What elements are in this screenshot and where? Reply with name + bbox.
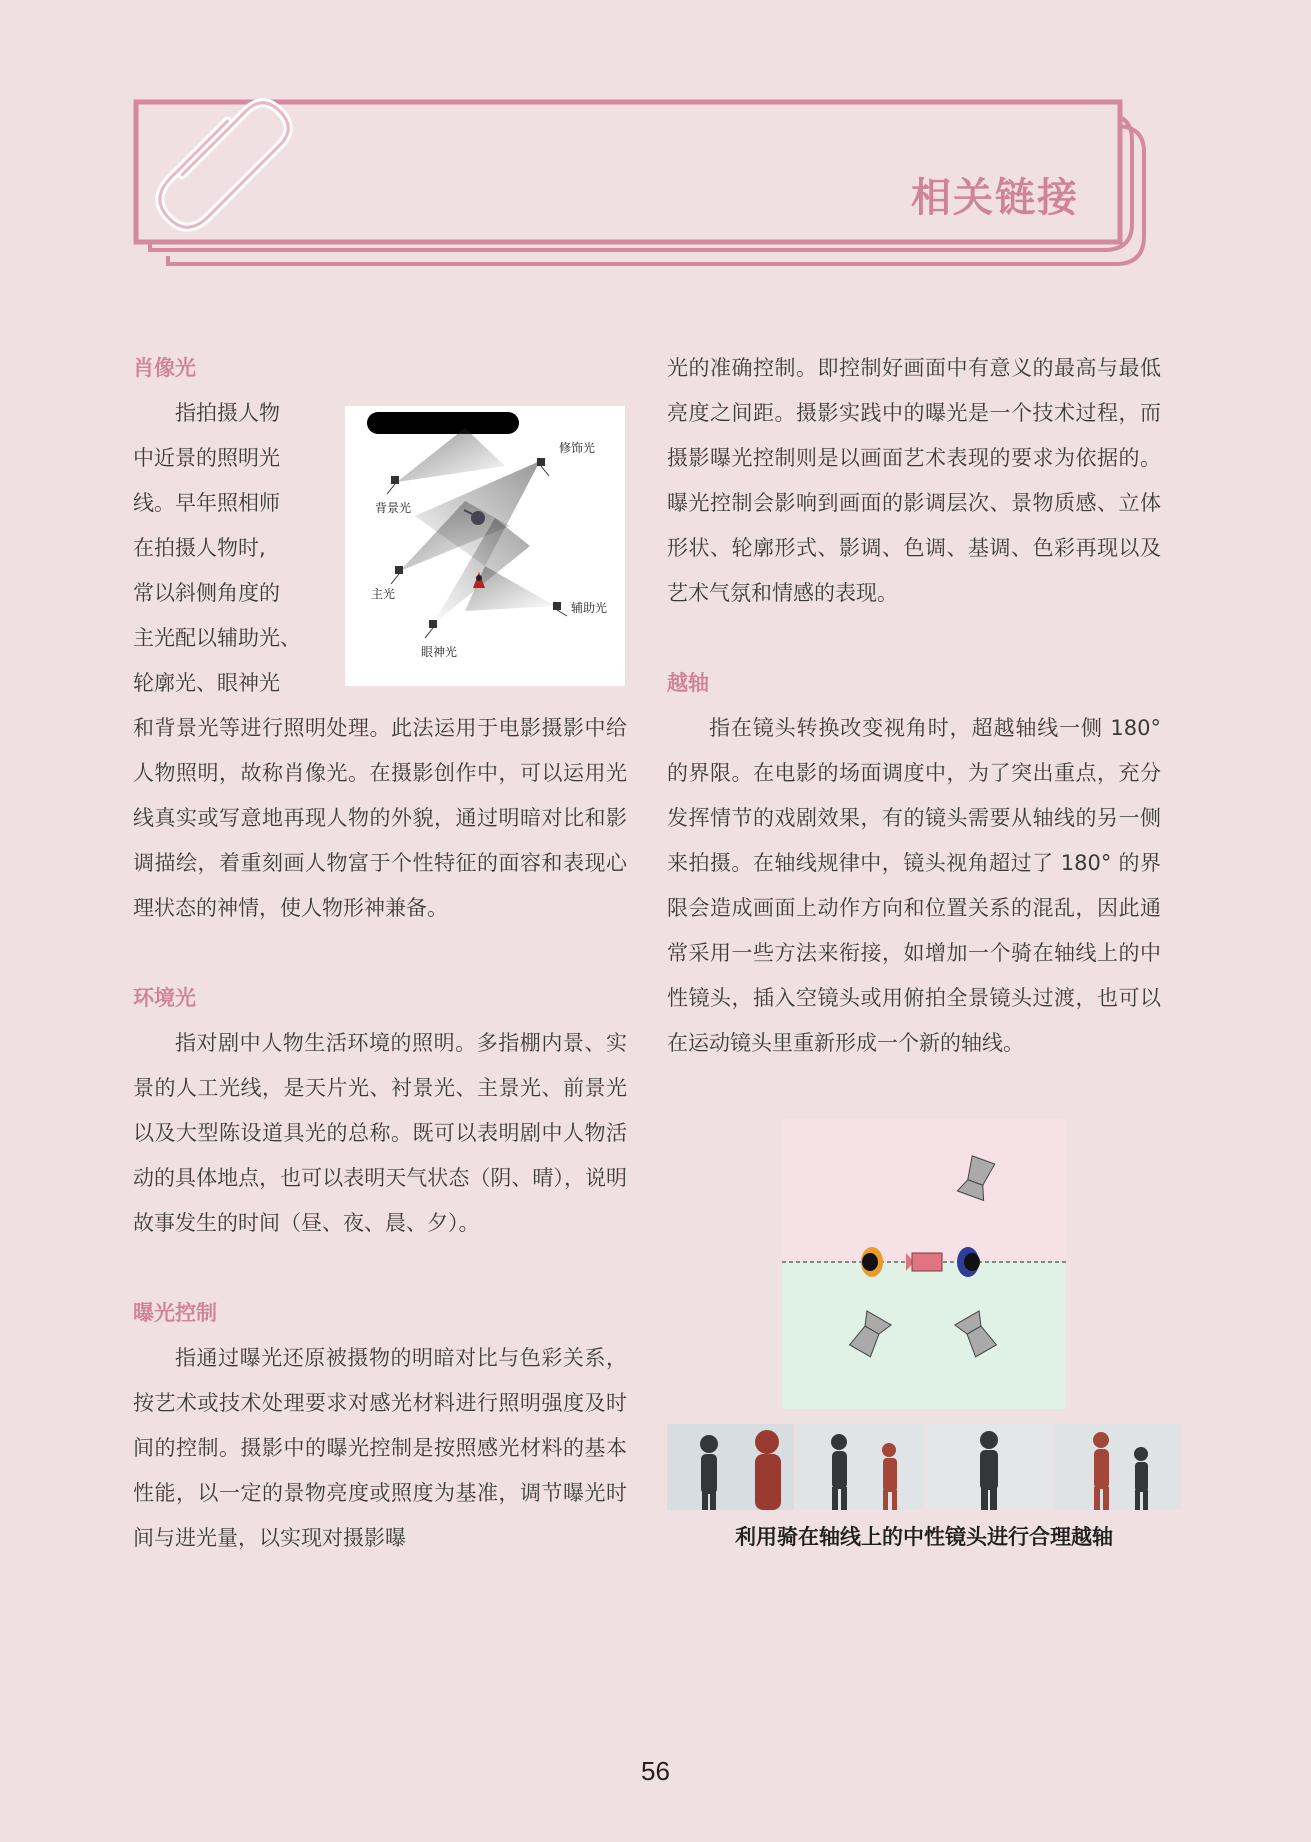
portrait-light-body: 和背景光等进行照明处理。此法运用于电影摄影中给人物照明，故称肖像光。在摄影创作中，可以运用光线真实或写意地再现人物的外貌，通过明暗对比和影调描绘，着重刻画人物富于个性特征的面容和表现心理状态的神情，使人物形神兼备。 — [133, 716, 627, 920]
exposure-control-continued: 光的准确控制。即控制好画面中有意义的最高与最低亮度之间距。摄影实践中的曝光是一个技术过程，而摄影曝光控制则是以画面艺术表现的要求为依据的。曝光控制会影响到画面的影调层次、景物质感、立体形状、轮廓形式、影调、色调、基调、色彩再现以及艺术气氛和情感的表现。 — [667, 356, 1161, 605]
photo-frame-3 — [925, 1424, 1052, 1510]
lamp-key — [391, 566, 403, 584]
actor-left-icon — [861, 1247, 883, 1277]
lamp-back — [387, 476, 399, 494]
redaction-bar — [367, 412, 519, 434]
lighting-diagram — [345, 406, 625, 686]
section-title-portrait-light: 肖像光 — [133, 356, 196, 380]
wrapped-line: 轮廓光、眼神光 — [133, 671, 280, 695]
photo-frame-1 — [667, 1424, 794, 1510]
wrapped-line: 线。早年照相师 — [133, 491, 280, 515]
section-title-exposure-control: 曝光控制 — [133, 1301, 217, 1325]
lamp-decor — [537, 458, 549, 476]
label-decor-light: 修饰光 — [559, 441, 596, 455]
lamp-fill — [553, 602, 567, 616]
axis-diagram — [782, 1119, 1066, 1409]
photo-frame-2 — [796, 1424, 923, 1510]
banner-title: 相关链接 — [911, 175, 1079, 221]
right-column — [667, 346, 1161, 1066]
wrapped-line: 主光配以辅助光、 — [133, 626, 301, 650]
section-title-cross-axis: 越轴 — [667, 671, 709, 695]
label-eye-light: 眼神光 — [421, 645, 458, 659]
wrapped-line: 指拍摄人物 — [175, 401, 280, 425]
label-back-light: 背景光 — [375, 501, 412, 515]
label-key-light: 主光 — [371, 587, 396, 601]
label-fill-light: 辅助光 — [571, 601, 608, 615]
lamp-eye — [425, 620, 437, 638]
exposure-control-body: 指通过曝光还原被摄物的明暗对比与色彩关系，按艺术或技术处理要求对感光材料进行照明强度及时间的控制。摄影中的曝光控制是按照感光材料的基本性能，以一定的景物亮度或照度为基准，调节曝光时间与进光量，以实现对摄影曝 — [133, 1346, 627, 1550]
wrapped-line: 在拍摄人物时, — [133, 536, 266, 560]
cross-axis-body: 指在镜头转换改变视角时，超越轴线一侧 180° 的界限。在电影的场面调度中，为了突出重点，充分发挥情节的戏剧效果，有的镜头需要从轴线的另一侧来拍摄。在轴线规律中，镜头视角超过了 180° 的界限会造成画面上动作方向和位置关系的混乱，因此通常采用一些方法来衔接，如增加一个骑在轴线上的中性镜头，插入空镜头或用俯拍全景镜头过渡，也可以在运动镜头里重新形成一个新的轴线。 — [667, 716, 1161, 1055]
wrapped-line: 中近景的照明光 — [133, 446, 280, 470]
photo-frame-4 — [1054, 1424, 1181, 1510]
figure-caption: 利用骑在轴线上的中性镜头进行合理越轴 — [735, 1525, 1113, 1549]
back-light-beam — [397, 428, 505, 482]
section-title-ambient-light: 环境光 — [133, 986, 196, 1010]
page-number: 56 — [641, 1756, 670, 1786]
photo-strip — [667, 1424, 1181, 1510]
ambient-light-body: 指对剧中人物生活环境的照明。多指棚内景、实景的人工光线，是天片光、衬景光、主景光、前景光以及大型陈设道具光的总称。既可以表明剧中人物活动的具体地点，也可以表明天气状态（阴、晴），说明故事发生的时间（昼、夜、晨、夕）。 — [133, 1031, 627, 1235]
portrait-light-wrapped-text — [133, 391, 305, 706]
wrapped-line: 常以斜侧角度的 — [133, 581, 280, 605]
